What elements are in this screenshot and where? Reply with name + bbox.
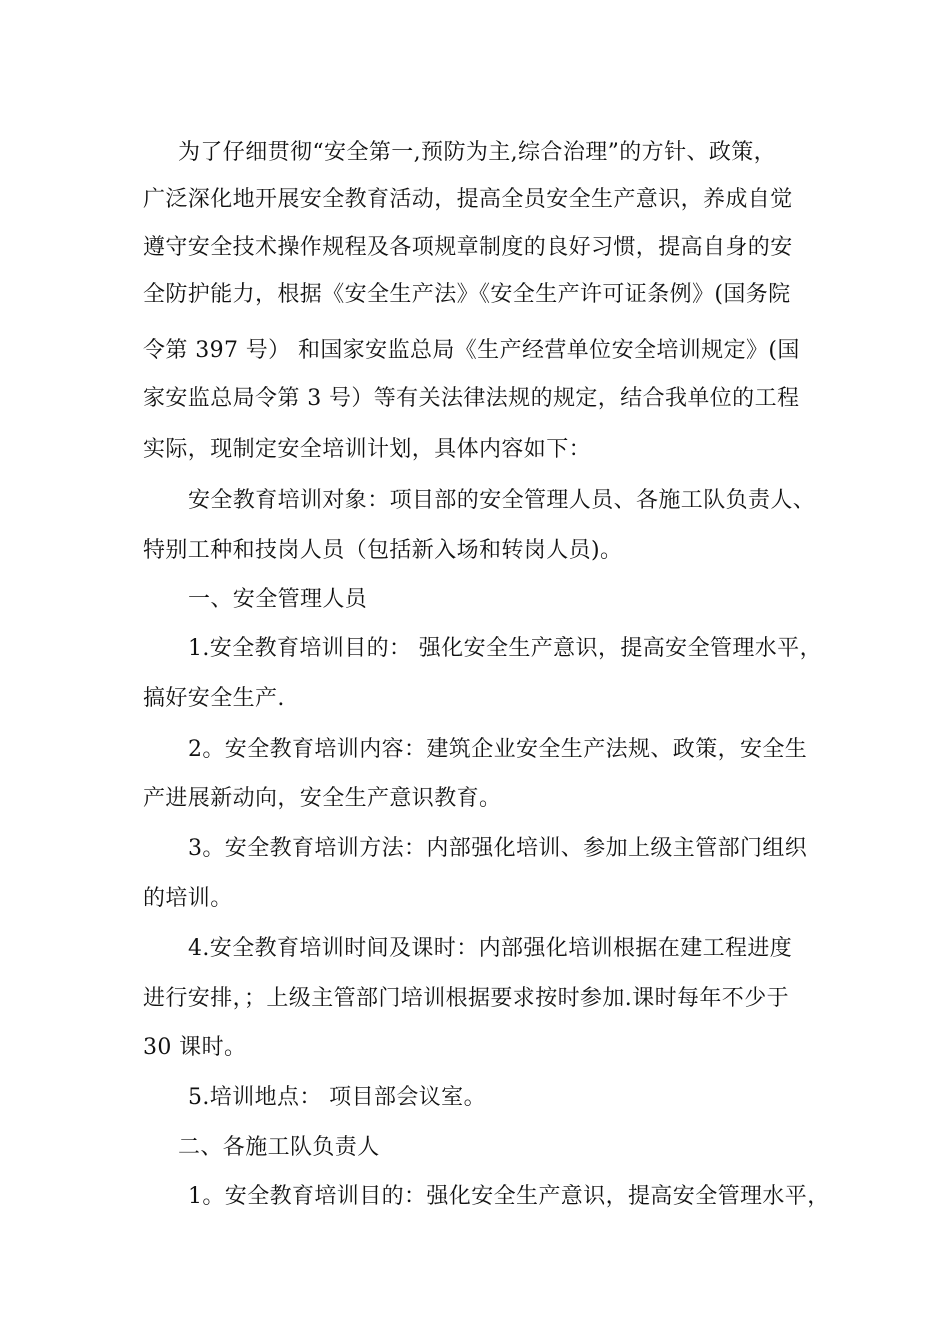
paragraph-line: 进行安排，；上级主管部门培训根据要求按时参加.课时每年不少于 <box>143 986 789 1011</box>
paragraph-line: 家安监总局令第 3 号）等有关法律法规的规定，结合我单位的工程 <box>143 386 800 411</box>
paragraph-line: 的培训。 <box>143 886 233 911</box>
paragraph-line: 特别工种和技岗人员（包括新入场和转岗人员)。 <box>143 538 623 563</box>
paragraph-line: 为了仔细贯彻“安全第一,预防为主,综合治理”的方针、政策， <box>178 140 777 165</box>
paragraph-line: 3。安全教育培训方法：内部强化培训、参加上级主管部门组织 <box>188 836 808 861</box>
paragraph-line: 1。安全教育培训目的：强化安全生产意识，提高安全管理水平， <box>188 1184 830 1209</box>
paragraph-line: 1.安全教育培训目的： 强化安全生产意识，提高安全管理水平， <box>188 636 822 661</box>
paragraph-line: 令第 397 号） 和国家安监总局《生产经营单位安全培训规定》(国 <box>143 338 800 363</box>
paragraph-line: 安全教育培训对象：项目部的安全管理人员、各施工队负责人、 <box>188 488 816 513</box>
section-heading: 一、安全管理人员 <box>188 587 368 612</box>
paragraph-line: 全防护能力，根据《安全生产法》《安全生产许可证条例》(国务院 <box>143 282 791 307</box>
paragraph-line: 产进展新动向，安全生产意识教育。 <box>143 786 502 811</box>
section-heading: 二、各施工队负责人 <box>178 1135 380 1160</box>
paragraph-line: 2。安全教育培训内容：建筑企业安全生产法规、政策，安全生 <box>188 737 808 762</box>
paragraph-line: 广泛深化地开展安全教育活动，提高全员安全生产意识，养成自觉 <box>143 187 793 212</box>
paragraph-line: 实际，现制定安全培训计划，具体内容如下： <box>143 437 592 462</box>
paragraph-line: 搞好安全生产. <box>143 686 285 711</box>
paragraph-line: 遵守安全技术操作规程及各项规章制度的良好习惯，提高自身的安 <box>143 235 793 260</box>
paragraph-line: 30 课时。 <box>143 1035 247 1060</box>
paragraph-line: 4.安全教育培训时间及课时：内部强化培训根据在建工程进度 <box>188 936 793 961</box>
paragraph-line: 5.培训地点： 项目部会议室。 <box>188 1085 486 1110</box>
